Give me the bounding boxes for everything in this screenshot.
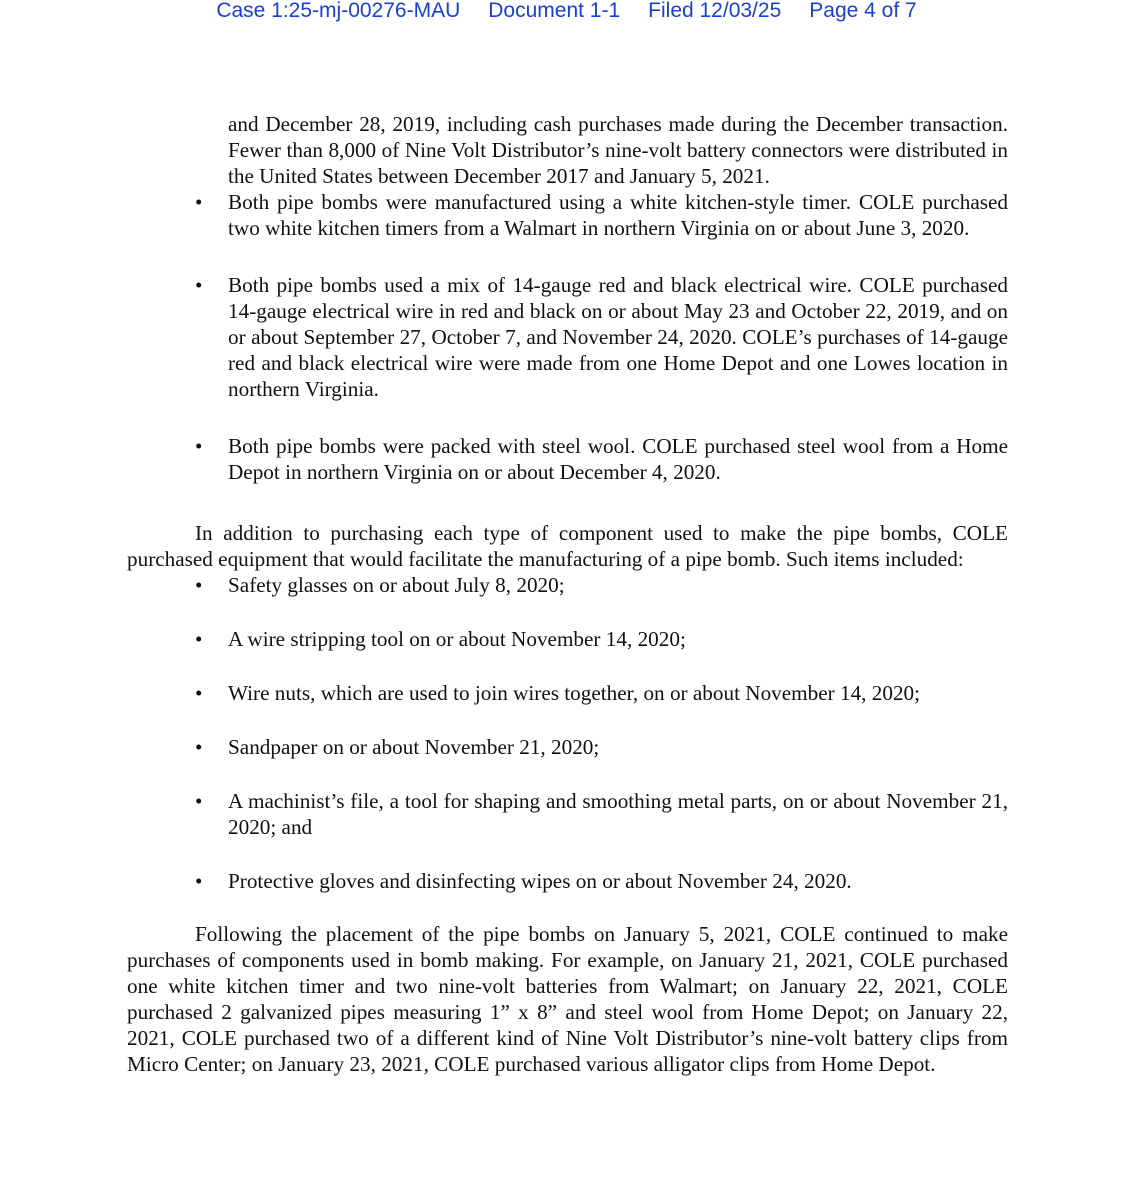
bullet-icon: • bbox=[195, 681, 203, 705]
equipment-paragraph: In addition to purchasing each type of component used to make the pipe bombs, COLE purchased equipment that would facilitate the manufacturing of a pipe bomb. Such items included: bbox=[127, 521, 1008, 571]
bullet-icon: • bbox=[195, 434, 203, 458]
document-number: Document 1-1 bbox=[488, 0, 621, 22]
list-item-text: Both pipe bombs were packed with steel wool. COLE purchased steel wool from a Home Depot in northern Virginia on or about December 4, 2020. bbox=[228, 434, 1008, 484]
list-item bbox=[127, 626, 1008, 652]
list-item bbox=[127, 734, 1008, 760]
list-item bbox=[127, 433, 1008, 485]
list-item bbox=[127, 680, 1008, 706]
list-item-text: Sandpaper on or about November 21, 2020; bbox=[228, 735, 600, 759]
page-indicator: Page 4 of 7 bbox=[809, 0, 917, 22]
list-item-text: Safety glasses on or about July 8, 2020; bbox=[228, 573, 565, 597]
following-paragraph: Following the placement of the pipe bombs on January 5, 2021, COLE continued to make purchases of components used in bomb making. For example, on January 21, 2021, COLE purchased one white kitchen timer and two nine-volt batteries from Walmart; on January 22, 2021, COLE purchased 2 galvanized pipes measuring 1” x 8” and steel wool from Home Depot; on January 22, 2021, COLE purchased two of a different kind of Nine Volt Distributor’s nine-volt battery clips from Micro Center; on January 23, 2021, COLE purchased various alligator clips from Home Depot. bbox=[127, 922, 1008, 1076]
document-body bbox=[127, 111, 1008, 1077]
bullet-icon: • bbox=[195, 627, 203, 651]
bullet-icon: • bbox=[195, 573, 203, 597]
list-item-text: Both pipe bombs used a mix of 14-gauge red and black electrical wire. COLE purchased 14-gauge electrical wire in red and black on or about May 23 and October 22, 2019, and on or about September 27, October 7, and November 24, 2020. COLE’s purchases of 14-gauge red and black electrical wire were made from one Home Depot and one Lowes location in northern Virginia. bbox=[228, 273, 1008, 401]
list-item bbox=[127, 189, 1008, 241]
bullet-icon: • bbox=[195, 273, 203, 297]
list-item bbox=[127, 788, 1008, 840]
case-number: Case 1:25-mj-00276-MAU bbox=[216, 0, 461, 22]
equipment-list bbox=[127, 572, 1008, 894]
filing-header bbox=[0, 0, 1133, 26]
continuation-paragraph: and December 28, 2019, including cash purchases made during the December transaction. Fewer than 8,000 of Nine Volt Distributor’s nine-volt battery connectors were distributed in the United States between December 2017 and January 5, 2021. bbox=[228, 112, 1008, 188]
component-list bbox=[127, 189, 1008, 485]
bullet-icon: • bbox=[195, 789, 203, 813]
filed-date: Filed 12/03/25 bbox=[648, 0, 782, 22]
bullet-icon: • bbox=[195, 735, 203, 759]
list-item-text: Wire nuts, which are used to join wires together, on or about November 14, 2020; bbox=[228, 681, 921, 705]
list-item-text: A machinist’s file, a tool for shaping and smoothing metal parts, on or about November 21, 2020; and bbox=[228, 789, 1008, 839]
list-item-text: Both pipe bombs were manufactured using a white kitchen-style timer. COLE purchased two white kitchen timers from a Walmart in northern Virginia on or about June 3, 2020. bbox=[228, 190, 1008, 240]
list-item bbox=[127, 272, 1008, 402]
list-item-text: A wire stripping tool on or about November 14, 2020; bbox=[228, 627, 686, 651]
list-item bbox=[127, 572, 1008, 598]
bullet-icon: • bbox=[195, 869, 203, 893]
list-item bbox=[127, 868, 1008, 894]
bullet-icon: • bbox=[195, 190, 203, 214]
list-item-text: Protective gloves and disinfecting wipes on or about November 24, 2020. bbox=[228, 869, 852, 893]
